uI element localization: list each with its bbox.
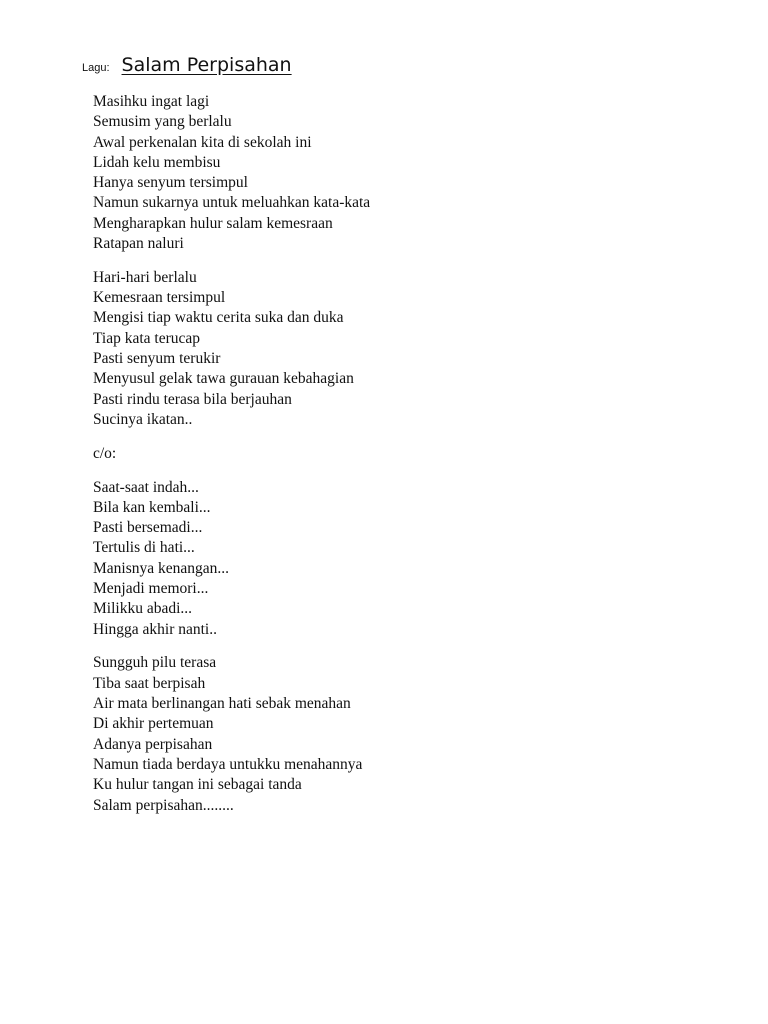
lyric-line: Sungguh pilu terasa [93,654,217,672]
lyric-line: Hari-hari berlalu [93,268,197,286]
lyric-line: Masihku ingat lagi [93,93,210,110]
lyric-line: Kemesraan tersimpul [93,289,226,307]
lyric-line: c/o: [93,444,117,462]
lyric-line: Pasti bersemadi... [93,519,203,537]
stanza [93,268,370,430]
stanza [93,653,370,815]
lyric-line: Ku hulur tangan ini sebagai tanda [93,776,302,794]
stanza [93,92,370,254]
lyric-line: Ratapan naluri [93,235,184,253]
song-label: Lagu: [82,62,110,74]
lyric-line: Bila kan kembali... [93,498,211,516]
stanza [93,478,370,640]
lyric-line: Tertulis di hati... [93,539,195,557]
lyric-line: Air mata berlinangan hati sebak menahan [93,695,351,713]
lyric-line: Adanya perpisahan [93,735,213,753]
lyric-line: Pasti rindu terasa bila berjauhan [93,390,292,408]
song-header [82,54,292,76]
lyric-line: Menyusul gelak tawa gurauan kebahagian [93,370,354,388]
chorus-marker [93,444,370,464]
lyric-line: Tiap kata terucap [93,329,201,347]
lyric-line: Pasti senyum terukir [93,350,221,368]
lyric-line: Menjadi memori... [93,580,209,598]
lyric-line: Milikku abadi... [93,600,193,618]
lyric-line: Hingga akhir nanti.. [93,620,217,638]
lyric-line: Manisnya kenangan... [93,559,230,577]
lyric-line: Namun sukarnya untuk meluahkan kata-kata [93,194,371,212]
lyric-line: Salam perpisahan........ [93,796,234,814]
lyric-line: Sucinya ikatan.. [93,410,193,428]
lyric-line: Saat-saat indah... [93,478,199,496]
song-title: Salam Perpisahan [121,54,292,76]
lyric-line: Awal perkenalan kita di sekolah ini [93,133,312,151]
lyric-line: Mengharapkan hulur salam kemesraan [93,214,333,232]
lyric-line: Namun tiada berdaya untukku menahannya [93,755,363,773]
lyric-line: Di akhir pertemuan [93,715,214,733]
lyric-line: Tiba saat berpisah [93,674,206,692]
lyric-line: Hanya senyum tersimpul [93,174,248,192]
lyric-line: Mengisi tiap waktu cerita suka dan duka [93,309,344,327]
lyric-line: Semusim yang berlalu [93,113,232,131]
lyrics [93,92,370,829]
lyric-line: Lidah kelu membisu [93,153,221,171]
